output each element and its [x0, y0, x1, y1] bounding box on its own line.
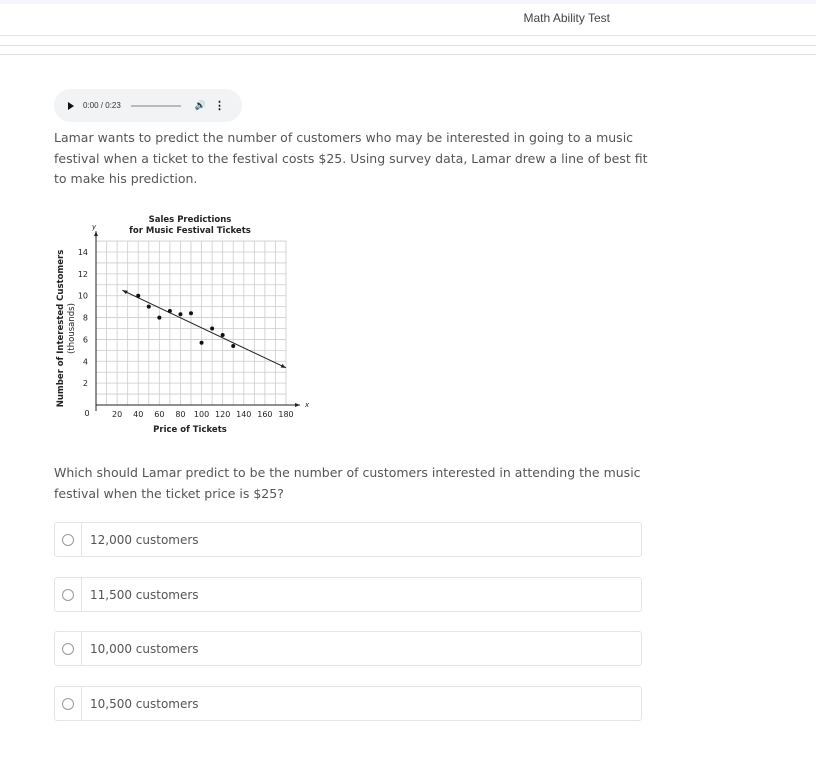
option-label: 11,500 customers — [90, 587, 199, 602]
x-axis-arrow — [295, 403, 300, 407]
divider — [0, 54, 816, 55]
divider — [81, 578, 82, 611]
x-tick-label: 180 — [278, 410, 294, 419]
divider — [81, 523, 82, 556]
data-point — [210, 327, 214, 331]
y-tick-label: 12 — [77, 269, 88, 279]
y-axis-sublabel: (thousands) — [67, 303, 77, 354]
answer-option-1[interactable] — [54, 522, 642, 557]
radio-button[interactable] — [62, 698, 74, 710]
audio-progress-slider[interactable] — [131, 105, 181, 107]
x-tick-label: 60 — [154, 410, 165, 419]
y-tick-label: 4 — [82, 357, 88, 367]
volume-icon[interactable]: 🔊 — [194, 100, 207, 110]
x-tick-label: 140 — [236, 410, 252, 419]
y-tick-label: 6 — [82, 335, 88, 345]
x-tick-label: 160 — [257, 410, 273, 419]
page-title: Math Ability Test — [523, 11, 610, 25]
question-prompt: Which should Lamar predict to be the number of customers interested in attending the music festival when the ticket price is $25? — [54, 465, 641, 501]
divider — [0, 35, 816, 36]
radio-button[interactable] — [62, 534, 74, 546]
y-tick-label: 14 — [77, 248, 88, 257]
radio-button[interactable] — [62, 643, 74, 655]
chart-subtitle: for Music Festival Tickets — [129, 226, 251, 236]
audio-player[interactable] — [54, 89, 242, 122]
question-stem: Lamar wants to predict the number of customers who may be interested in going to a music festival when a ticket to the festival costs $25. Using survey data, Lamar drew a line of best fit to make his prediction. — [54, 130, 648, 186]
x-tick-label: 20 — [112, 410, 123, 419]
divider — [81, 687, 82, 720]
answer-option-4[interactable] — [54, 686, 642, 721]
scatter-chart — [50, 210, 320, 440]
chart-title: Sales Predictions — [148, 215, 232, 225]
audio-time: 0:00 / 0:23 — [83, 101, 121, 110]
option-label: 10,500 customers — [90, 696, 199, 711]
data-point — [178, 312, 182, 316]
x-tick-label: 100 — [193, 410, 210, 419]
answer-option-2[interactable] — [54, 577, 642, 612]
divider — [81, 632, 82, 665]
data-point — [136, 294, 140, 298]
radio-button[interactable] — [62, 589, 74, 601]
y-axis-letter: y — [92, 223, 97, 232]
y-axis-label: Number of Interested Customers — [56, 249, 66, 408]
data-point — [200, 341, 204, 345]
line-of-best-fit — [122, 290, 286, 368]
y-tick-label: 8 — [82, 313, 88, 323]
x-tick-label: 40 — [133, 410, 144, 419]
top-bar — [0, 0, 816, 4]
divider — [0, 45, 816, 46]
play-icon[interactable] — [68, 102, 74, 110]
answer-option-3[interactable] — [54, 631, 642, 666]
x-tick-label: 120 — [215, 410, 231, 419]
x-axis-label: Price of Tickets — [153, 425, 227, 435]
x-tick-label: 80 — [175, 410, 186, 419]
y-tick-label: 10 — [77, 291, 88, 301]
y-tick-label: 2 — [82, 379, 88, 389]
line-arrow — [122, 288, 128, 294]
origin-label: 0 — [84, 409, 90, 418]
data-point — [221, 333, 225, 337]
y-axis-arrow — [94, 231, 98, 236]
x-axis-letter: x — [305, 401, 310, 409]
data-point — [168, 309, 172, 313]
data-point — [189, 311, 193, 315]
option-label: 12,000 customers — [90, 532, 199, 547]
data-point — [231, 344, 235, 348]
data-point — [147, 305, 151, 309]
data-point — [157, 316, 161, 320]
more-icon[interactable]: ⋮ — [214, 100, 226, 112]
option-label: 10,000 customers — [90, 641, 199, 656]
